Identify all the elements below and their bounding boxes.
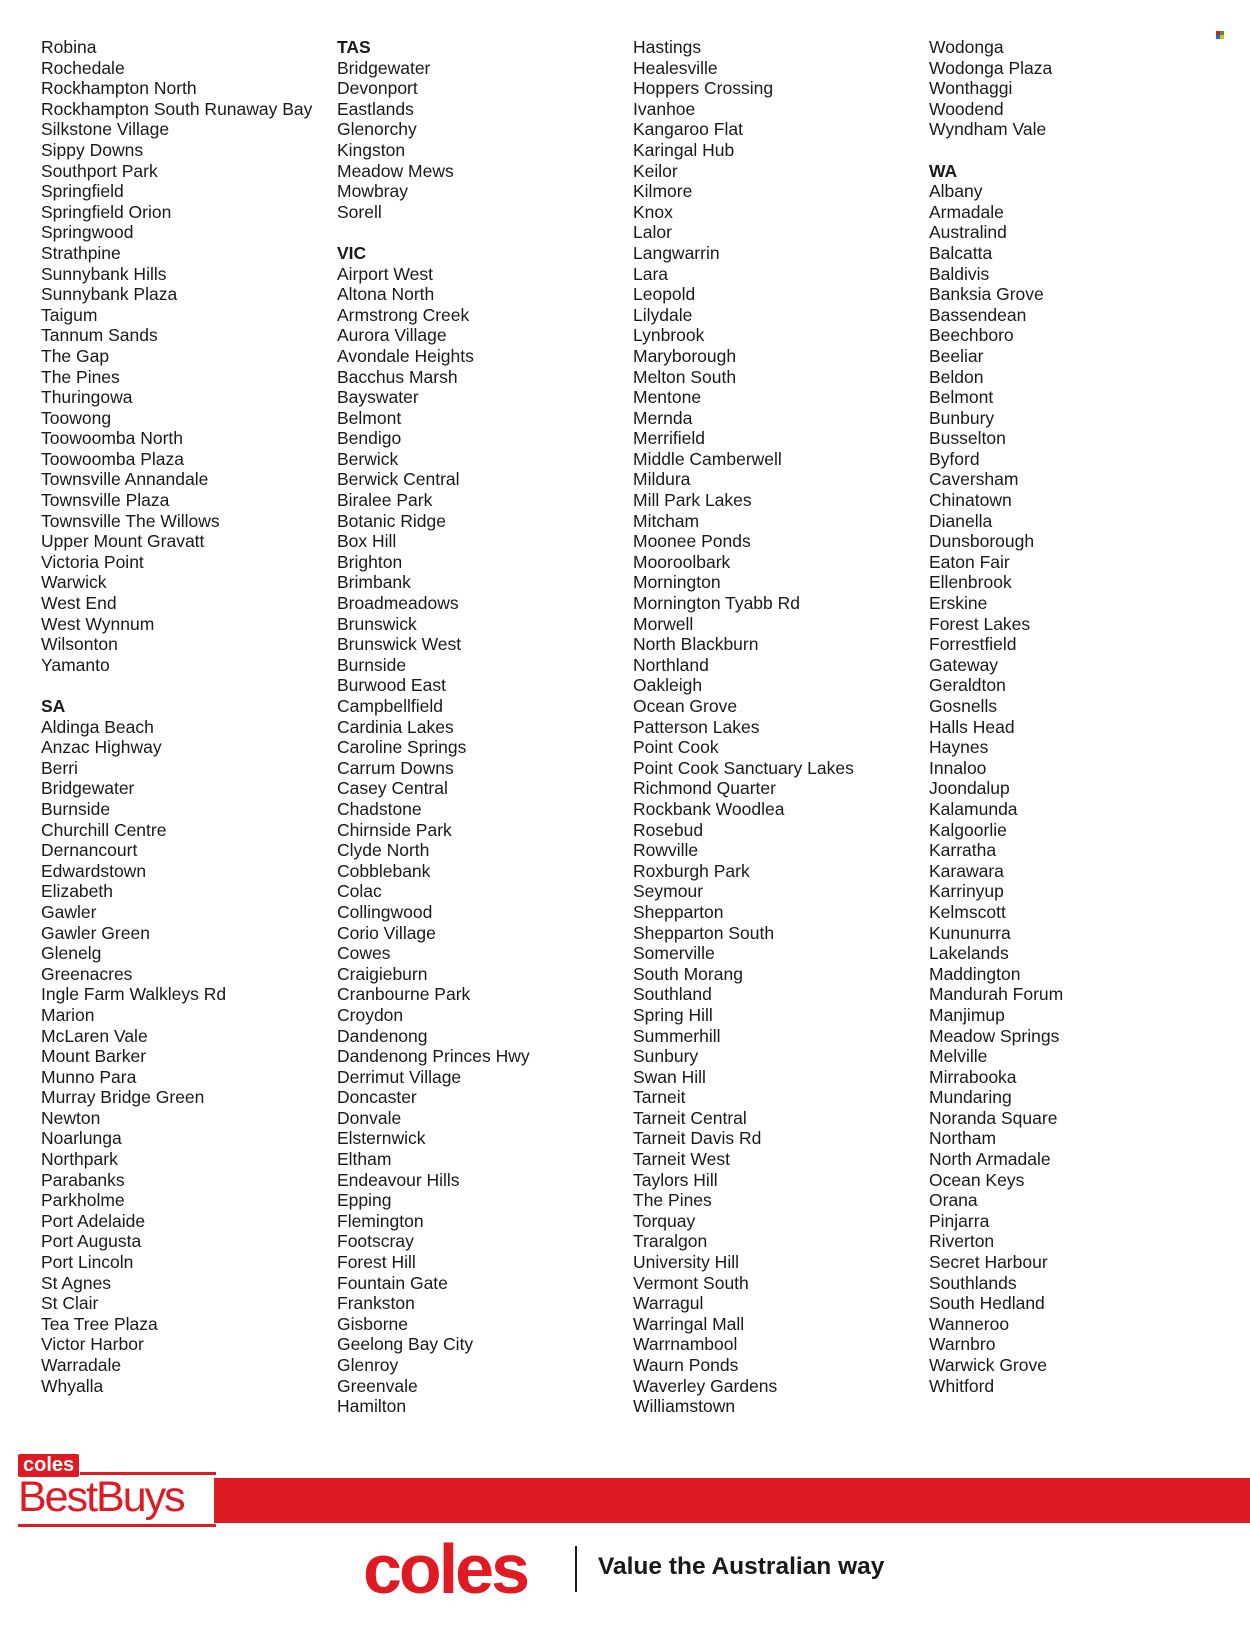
store-name: Doncaster <box>337 1087 417 1108</box>
section-spacer <box>337 222 530 243</box>
store-name: Summerhill <box>633 1025 721 1046</box>
store-name: Karrinyup <box>929 881 1004 902</box>
store-name: Karratha <box>929 840 997 861</box>
store-name: Collingwood <box>337 901 433 922</box>
store-name: Northpark <box>41 1149 118 1170</box>
store-name: Orana <box>929 1190 978 1211</box>
store-name: Glenroy <box>337 1355 399 1375</box>
store-name: Tea Tree Plaza <box>41 1313 158 1334</box>
store-name: Elsternwick <box>337 1128 426 1149</box>
section-spacer <box>41 675 312 696</box>
store-name: Maryborough <box>633 345 737 366</box>
store-name: Shepparton South <box>633 922 775 943</box>
store-name: Warwick Grove <box>929 1355 1047 1375</box>
store-name: Burnside <box>41 798 111 819</box>
store-name: Burnside <box>337 654 407 675</box>
store-name: Beechboro <box>929 325 1014 346</box>
store-name: South Hedland <box>929 1293 1045 1314</box>
store-name: Somerville <box>633 943 715 964</box>
store-name: Northam <box>929 1128 997 1149</box>
store-name: Southlands <box>929 1272 1017 1293</box>
store-name: Chirnside Park <box>337 819 452 840</box>
store-name: Geelong Bay City <box>337 1334 474 1355</box>
store-name: Port Adelaide <box>41 1210 146 1231</box>
store-name: Elizabeth <box>41 881 113 902</box>
store-name: Dernancourt <box>41 840 138 861</box>
store-name: Point Cook <box>633 737 719 758</box>
store-name: Southport Park <box>41 160 158 181</box>
store-name: Wodonga Plaza <box>929 57 1053 78</box>
store-name: Rockhampton North <box>41 78 197 99</box>
store-name: Tarneit Davis Rd <box>633 1128 762 1149</box>
store-name: Lynbrook <box>633 325 705 346</box>
store-name: Frankston <box>337 1293 415 1314</box>
store-name: Broadmeadows <box>337 593 459 614</box>
section-spacer <box>929 140 1063 161</box>
store-name: Wodonga <box>929 37 1004 57</box>
store-name: Wonthaggi <box>929 78 1013 99</box>
footer-divider <box>575 1546 577 1592</box>
store-name: Beldon <box>929 366 984 387</box>
store-list-column-2 <box>337 37 530 1417</box>
store-name: Busselton <box>929 428 1006 449</box>
store-name: Secret Harbour <box>929 1252 1048 1273</box>
store-name: Glenorchy <box>337 119 417 140</box>
store-name: Caroline Springs <box>337 737 467 758</box>
store-name: Anzac Highway <box>41 737 162 758</box>
store-name: Berri <box>41 757 78 778</box>
store-name: Warnbro <box>929 1334 996 1355</box>
store-name: Victor Harbor <box>41 1334 144 1355</box>
store-name: Bridgewater <box>337 57 431 78</box>
store-name: Meadow Mews <box>337 160 454 181</box>
store-name: Noranda Square <box>929 1107 1058 1128</box>
store-name: Belmont <box>337 407 402 428</box>
store-name: Taigum <box>41 304 98 325</box>
store-name: Manjimup <box>929 1004 1005 1025</box>
store-name: Leopold <box>633 284 696 305</box>
store-name: Torquay <box>633 1210 696 1231</box>
store-name: Mornington Tyabb Rd <box>633 593 801 614</box>
store-name: Edwardstown <box>41 860 147 881</box>
store-name: Riverton <box>929 1231 995 1252</box>
store-name: Victoria Point <box>41 551 144 572</box>
store-name: Bendigo <box>337 428 402 449</box>
store-name: Merrifield <box>633 428 705 449</box>
store-name: Mundaring <box>929 1087 1012 1108</box>
store-name: Warwick <box>41 572 107 593</box>
store-name: Hamilton <box>337 1396 407 1417</box>
store-name: Rockhampton South Runaway Bay <box>41 98 313 119</box>
store-name: Halls Head <box>929 716 1015 737</box>
store-name: Forest Hill <box>337 1252 416 1273</box>
store-name: Churchill Centre <box>41 819 167 840</box>
store-name: West Wynnum <box>41 613 155 634</box>
store-name: Spring Hill <box>633 1004 713 1025</box>
store-name: Robina <box>41 37 97 57</box>
store-name: University Hill <box>633 1252 739 1273</box>
store-name: Croydon <box>337 1004 404 1025</box>
store-name: Beeliar <box>929 345 984 366</box>
store-name: Armstrong Creek <box>337 304 470 325</box>
store-name: Tarneit <box>633 1087 686 1108</box>
store-name: Karawara <box>929 860 1004 881</box>
store-name: Airport West <box>337 263 433 284</box>
store-name: Traralgon <box>633 1231 708 1252</box>
store-name: Wilsonton <box>41 634 118 655</box>
store-name: Lara <box>633 263 669 284</box>
store-name: Erskine <box>929 593 988 614</box>
store-name: Armadale <box>929 201 1004 222</box>
store-name: Taylors Hill <box>633 1169 718 1190</box>
state-heading: VIC <box>337 242 367 263</box>
store-name: Upper Mount Gravatt <box>41 531 205 552</box>
store-name: Tarneit Central <box>633 1107 747 1128</box>
store-name: Melton South <box>633 366 737 387</box>
store-name: Townsville Annandale <box>41 469 209 490</box>
store-name: Sorell <box>337 201 382 222</box>
store-name: Rockbank Woodlea <box>633 798 785 819</box>
store-name: Craigieburn <box>337 963 428 984</box>
store-name: Wanneroo <box>929 1313 1010 1334</box>
store-name: Brimbank <box>337 572 411 593</box>
store-name: Parabanks <box>41 1169 125 1190</box>
store-name: Whyalla <box>41 1375 104 1396</box>
store-name: Kelmscott <box>929 901 1006 922</box>
store-name: Ellenbrook <box>929 572 1012 593</box>
store-name: Murray Bridge Green <box>41 1087 205 1108</box>
store-name: Cranbourne Park <box>337 984 471 1005</box>
store-name: Williamstown <box>633 1396 736 1417</box>
store-name: Devonport <box>337 78 418 99</box>
store-name: Lakelands <box>929 943 1009 964</box>
store-name: Mornington <box>633 572 721 593</box>
store-name: Noarlunga <box>41 1128 122 1149</box>
store-name: Middle Camberwell <box>633 448 782 469</box>
store-name: Langwarrin <box>633 242 720 263</box>
coles-logo: coles <box>363 1530 527 1608</box>
store-name: Endeavour Hills <box>337 1169 460 1190</box>
store-name: Berwick Central <box>337 469 460 490</box>
store-name: Mentone <box>633 387 702 408</box>
store-name: Forest Lakes <box>929 613 1031 634</box>
store-name: Dandenong <box>337 1025 428 1046</box>
store-name: Kununurra <box>929 922 1011 943</box>
bestbuys-title: BestBuys <box>18 1473 184 1521</box>
store-name: Southland <box>633 984 712 1005</box>
state-heading: SA <box>41 696 66 716</box>
store-name: Whitford <box>929 1375 995 1396</box>
store-name: Footscray <box>337 1231 414 1252</box>
store-name: Corio Village <box>337 922 436 943</box>
store-name: Sunbury <box>633 1046 699 1067</box>
store-name: Shepparton <box>633 901 724 922</box>
store-name: Pinjarra <box>929 1210 990 1231</box>
store-name: St Clair <box>41 1293 99 1314</box>
store-name: Mitcham <box>633 510 700 531</box>
footer-tagline: Value the Australian way <box>598 1553 885 1580</box>
store-name: Belmont <box>929 387 994 408</box>
store-name: Toowoomba Plaza <box>41 448 184 469</box>
store-name: Ocean Keys <box>929 1169 1025 1190</box>
store-name: Springwood <box>41 222 134 243</box>
store-name: Mount Barker <box>41 1046 147 1067</box>
store-name: Eltham <box>337 1149 392 1170</box>
store-name: Brighton <box>337 551 403 572</box>
store-name: Eaton Fair <box>929 551 1010 572</box>
store-name: North Blackburn <box>633 634 759 655</box>
store-name: North Armadale <box>929 1149 1051 1170</box>
store-name: Silkstone Village <box>41 119 170 140</box>
store-name: Bridgewater <box>41 778 135 799</box>
store-name: Melville <box>929 1046 988 1067</box>
store-name: Greenacres <box>41 963 133 984</box>
store-name: Joondalup <box>929 778 1010 799</box>
store-name: Mildura <box>633 469 691 490</box>
store-name: Port Augusta <box>41 1231 142 1252</box>
store-name: Innaloo <box>929 757 987 778</box>
store-name: Toowoomba North <box>41 428 184 449</box>
store-name: Hoppers Crossing <box>633 78 774 99</box>
store-name: South Morang <box>633 963 743 984</box>
state-heading: TAS <box>337 37 371 57</box>
store-name: Donvale <box>337 1107 402 1128</box>
store-name: Dandenong Princes Hwy <box>337 1046 530 1067</box>
store-name: Bayswater <box>337 387 419 408</box>
store-name: Rosebud <box>633 819 704 840</box>
bestbuys-coles-badge: coles <box>18 1454 79 1477</box>
store-name: Springfield Orion <box>41 201 172 222</box>
store-name: Brunswick West <box>337 634 462 655</box>
store-name: Point Cook Sanctuary Lakes <box>633 757 854 778</box>
store-name: Gawler Green <box>41 922 150 943</box>
store-name: Woodend <box>929 98 1004 119</box>
store-name: Clyde North <box>337 840 430 861</box>
store-name: Gosnells <box>929 696 998 716</box>
store-name: Waverley Gardens <box>633 1375 778 1396</box>
store-name: Morwell <box>633 613 694 634</box>
store-name: Oakleigh <box>633 675 703 696</box>
store-name: Thuringowa <box>41 387 133 408</box>
state-heading: WA <box>929 160 958 181</box>
store-name: Warrnambool <box>633 1334 738 1355</box>
store-name: Dunsborough <box>929 531 1035 552</box>
store-name: Biralee Park <box>337 490 433 511</box>
store-name: Vermont South <box>633 1272 749 1293</box>
store-name: Newton <box>41 1107 101 1128</box>
store-name: Roxburgh Park <box>633 860 750 881</box>
store-name: Brunswick <box>337 613 417 634</box>
corner-color-dots-icon <box>1216 31 1224 39</box>
store-name: Albany <box>929 181 983 202</box>
store-name: Townsville The Willows <box>41 510 220 531</box>
store-name: Eastlands <box>337 98 414 119</box>
store-name: The Gap <box>41 345 110 366</box>
store-name: Cowes <box>337 943 391 964</box>
store-name: Chinatown <box>929 490 1012 511</box>
store-name: Mowbray <box>337 181 408 202</box>
store-name: Wyndham Vale <box>929 119 1047 140</box>
store-name: Aldinga Beach <box>41 716 154 737</box>
store-name: Banksia Grove <box>929 284 1044 305</box>
store-name: Tarneit West <box>633 1149 730 1170</box>
store-name: Box Hill <box>337 531 397 552</box>
store-name: Sunnybank Plaza <box>41 284 178 305</box>
store-name: Fountain Gate <box>337 1272 448 1293</box>
store-name: Meadow Springs <box>929 1025 1060 1046</box>
store-name: Ivanhoe <box>633 98 696 119</box>
store-name: Aurora Village <box>337 325 447 346</box>
store-name: Haynes <box>929 737 989 758</box>
store-name: Berwick <box>337 448 399 469</box>
store-list-column-1 <box>41 37 312 1396</box>
store-name: Moonee Ponds <box>633 531 751 552</box>
store-name: Ingle Farm Walkleys Rd <box>41 984 227 1005</box>
store-name: Gawler <box>41 901 97 922</box>
store-name: Warradale <box>41 1355 122 1375</box>
store-name: Hastings <box>633 37 702 57</box>
store-name: Bunbury <box>929 407 995 428</box>
store-name: Richmond Quarter <box>633 778 776 799</box>
store-name: Cardinia Lakes <box>337 716 454 737</box>
store-name: McLaren Vale <box>41 1025 148 1046</box>
store-name: Healesville <box>633 57 718 78</box>
store-name: Lilydale <box>633 304 693 325</box>
store-name: Rochedale <box>41 57 125 78</box>
store-name: Kangaroo Flat <box>633 119 743 140</box>
store-name: Ocean Grove <box>633 696 738 716</box>
store-name: Marion <box>41 1004 95 1025</box>
store-name: Kalgoorlie <box>929 819 1007 840</box>
store-name: Botanic Ridge <box>337 510 446 531</box>
store-name: Rowville <box>633 840 699 861</box>
store-name: The Pines <box>41 366 120 387</box>
store-name: Yamanto <box>41 654 110 675</box>
store-name: Mandurah Forum <box>929 984 1064 1005</box>
store-name: Derrimut Village <box>337 1066 462 1087</box>
store-name: Northland <box>633 654 709 675</box>
store-name: Kingston <box>337 139 406 160</box>
store-name: Dianella <box>929 510 993 531</box>
store-name: Avondale Heights <box>337 345 474 366</box>
store-name: Keilor <box>633 160 678 181</box>
store-name: Mirrabooka <box>929 1066 1017 1087</box>
store-name: Glenelg <box>41 943 102 964</box>
store-name: Karingal Hub <box>633 139 735 160</box>
store-name: Parkholme <box>41 1190 125 1211</box>
store-name: Port Lincoln <box>41 1252 134 1273</box>
store-name: Gisborne <box>337 1313 409 1334</box>
store-name: Baldivis <box>929 263 990 284</box>
store-name: Chadstone <box>337 798 422 819</box>
store-name: Tannum Sands <box>41 325 158 346</box>
store-name: Patterson Lakes <box>633 716 760 737</box>
store-name: Australind <box>929 222 1007 243</box>
store-name: Altona North <box>337 284 435 305</box>
store-name: Waurn Ponds <box>633 1355 739 1375</box>
store-name: Flemington <box>337 1210 424 1231</box>
store-name: Knox <box>633 201 673 222</box>
store-name: Geraldton <box>929 675 1006 696</box>
store-name: Burwood East <box>337 675 446 696</box>
coles-bestbuys-logo <box>18 1452 200 1530</box>
store-name: Toowong <box>41 407 112 428</box>
store-name: Campbellfield <box>337 696 444 716</box>
store-name: Sunnybank Hills <box>41 263 167 284</box>
store-name: Caversham <box>929 469 1019 490</box>
store-name: The Pines <box>633 1190 712 1211</box>
store-name: Kilmore <box>633 181 693 202</box>
store-name: Warringal Mall <box>633 1313 745 1334</box>
store-name: Carrum Downs <box>337 757 454 778</box>
store-name: Warragul <box>633 1293 704 1314</box>
store-name: Balcatta <box>929 242 993 263</box>
store-name: Swan Hill <box>633 1066 706 1087</box>
store-name: Bacchus Marsh <box>337 366 458 387</box>
store-name: Mill Park Lakes <box>633 490 752 511</box>
store-name: Casey Central <box>337 778 448 799</box>
store-name: Forrestfield <box>929 634 1017 655</box>
store-name: Cobblebank <box>337 860 431 881</box>
store-list-column-3 <box>633 37 854 1417</box>
store-name: Lalor <box>633 222 672 243</box>
store-name: Gateway <box>929 654 999 675</box>
store-name: Strathpine <box>41 242 121 263</box>
bestbuys-bottom-rule <box>18 1524 216 1527</box>
store-name: Munno Para <box>41 1066 137 1087</box>
store-name: Springfield <box>41 181 124 202</box>
store-name: Bassendean <box>929 304 1027 325</box>
store-name: Greenvale <box>337 1375 418 1396</box>
store-name: St Agnes <box>41 1272 112 1293</box>
store-name: Seymour <box>633 881 704 902</box>
store-name: Mernda <box>633 407 693 428</box>
store-name: Mooroolbark <box>633 551 731 572</box>
store-name: Byford <box>929 448 980 469</box>
store-name: Colac <box>337 881 382 902</box>
store-list-column-4 <box>929 37 1063 1396</box>
store-name: West End <box>41 593 117 614</box>
store-name: Sippy Downs <box>41 139 144 160</box>
footer-red-band <box>214 1478 1250 1523</box>
store-name: Townsville Plaza <box>41 490 170 511</box>
store-name: Epping <box>337 1190 392 1211</box>
store-name: Kalamunda <box>929 798 1018 819</box>
store-name: Maddington <box>929 963 1021 984</box>
